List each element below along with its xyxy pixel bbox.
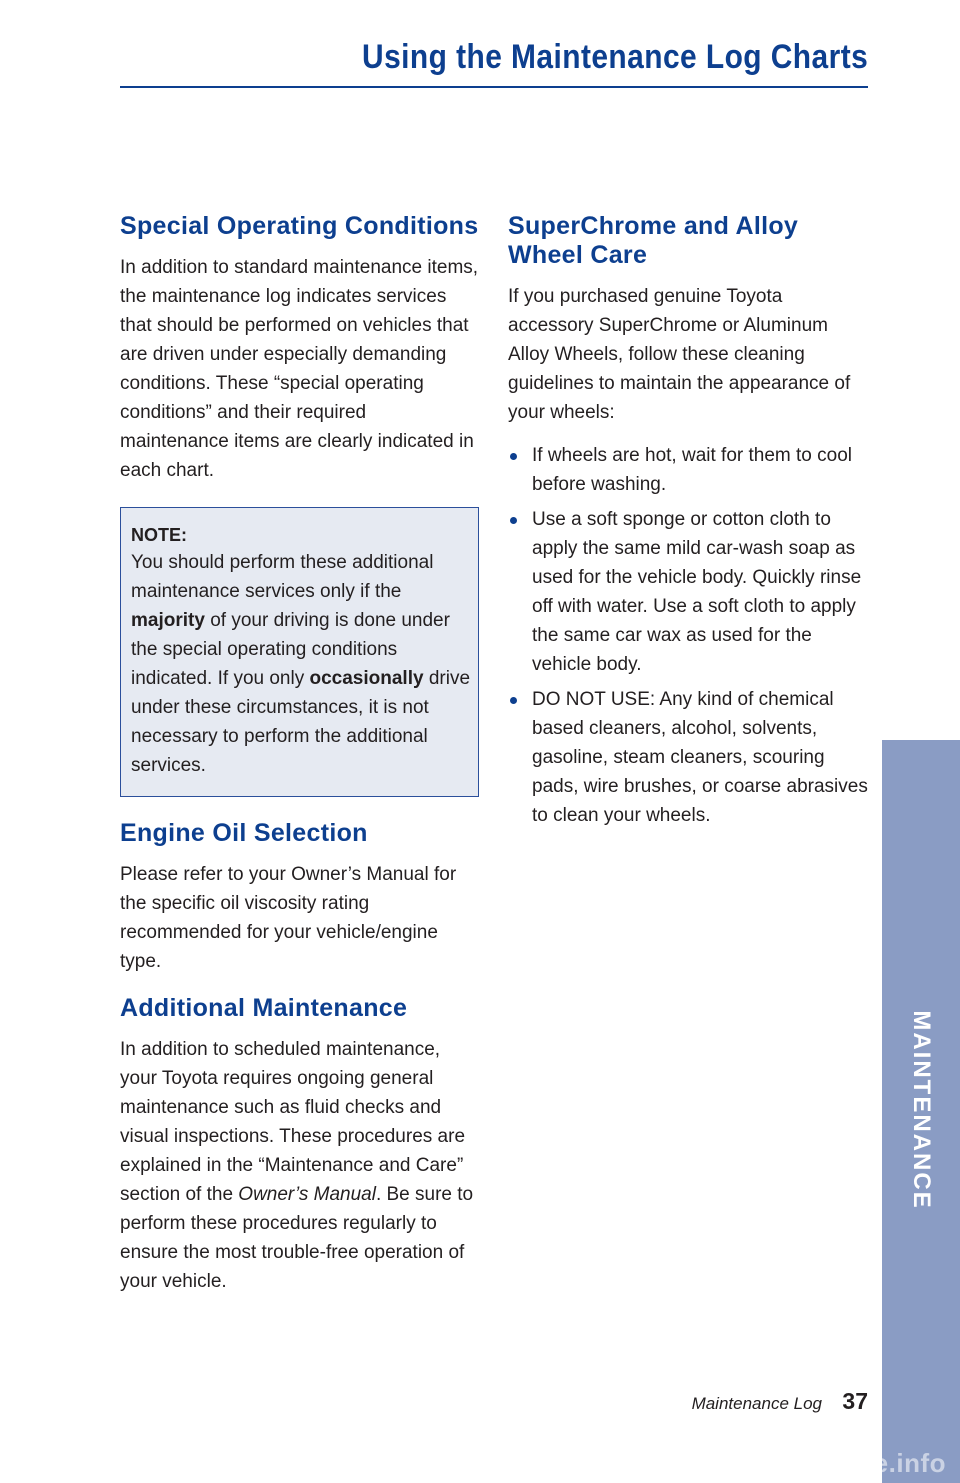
left-column: [120, 212, 480, 1314]
owners-manual-reference: Owner’s Manual: [238, 1184, 376, 1205]
footer-label: Maintenance Log: [691, 1394, 822, 1413]
additional-maintenance-section: [120, 994, 480, 1296]
watermark: carmanualsonline.info: [659, 1448, 946, 1478]
note-emphasis-occasionally: occasionally: [309, 668, 424, 689]
list-item: [508, 685, 868, 830]
additional-maintenance-heading: Additional Maintenance: [120, 994, 408, 1022]
title-divider: [120, 86, 868, 88]
bullet-icon: [510, 697, 517, 704]
note-text-part: drive under these circumstances, it is not necessary to perform the additional services.: [131, 668, 471, 776]
bullet-icon: [510, 453, 517, 460]
list-item: [508, 505, 868, 679]
engine-oil-body: Please refer to your Owner’s Manual for the specific oil viscosity rating recommended for your vehicle/engine type.: [120, 864, 457, 972]
list-item-text: If wheels are hot, wait for them to cool before washing.: [532, 445, 852, 495]
wheel-care-section: [508, 212, 868, 830]
note-text: [131, 548, 474, 780]
special-conditions-body: In addition to standard maintenance items, the maintenance log indicates services that should be performed on vehicles that are driven under especially demanding conditions. These “special operating conditions” and their required maintenance items are clearly indicated in each chart.: [120, 257, 479, 481]
engine-oil-section: [120, 819, 480, 976]
wheel-care-heading: SuperChrome and Alloy Wheel Care: [508, 212, 799, 269]
engine-oil-heading: Engine Oil Selection: [120, 819, 368, 847]
list-item-text: DO NOT USE: Any kind of chemical based cleaners, alcohol, solvents, gasoline, steam cleaners, scouring pads, wire brushes, or coarse abrasives to clean your wheels.: [532, 689, 868, 826]
wheel-care-body: If you purchased genuine Toyota accessory SuperChrome or Aluminum Alloy Wheels, follow these cleaning guidelines to maintain the appearance of your wheels:: [508, 286, 851, 423]
special-conditions-section: [120, 212, 480, 485]
additional-maintenance-body: [120, 1035, 480, 1296]
list-item-text: Use a soft sponge or cotton cloth to apply the same mild car-wash soap as used for the vehicle body. Quickly rinse off with water. Use a soft cloth to apply the same car wax as used for the vehicle body.: [532, 509, 862, 675]
additional-text-part: In addition to scheduled maintenance, your Toyota requires ongoing general maintenance such as fluid checks and visual inspections. These procedures are explained in the “Maintenance and Care” section of the: [120, 1039, 466, 1205]
bullet-icon: [510, 517, 517, 524]
note-text-part: You should perform these additional maintenance services only if the: [131, 552, 434, 602]
list-item: [508, 441, 868, 499]
side-tab-label: MAINTENANCE: [908, 1010, 935, 1210]
special-conditions-heading: Special Operating Conditions: [120, 212, 479, 240]
page-number: 37: [842, 1388, 868, 1414]
right-column: [508, 212, 868, 848]
note-text-part: of your driving is done under the special operating conditions indicated. If you only: [131, 610, 450, 689]
additional-text-part: . Be sure to perform these procedures regularly to ensure the most trouble-free operation of your vehicle.: [120, 1184, 474, 1292]
note-label: NOTE:: [131, 525, 187, 545]
wheel-care-list: [508, 441, 868, 830]
page-title: Using the Maintenance Log Charts: [361, 38, 868, 76]
note-emphasis-majority: majority: [131, 610, 205, 631]
note-box: [120, 507, 479, 797]
